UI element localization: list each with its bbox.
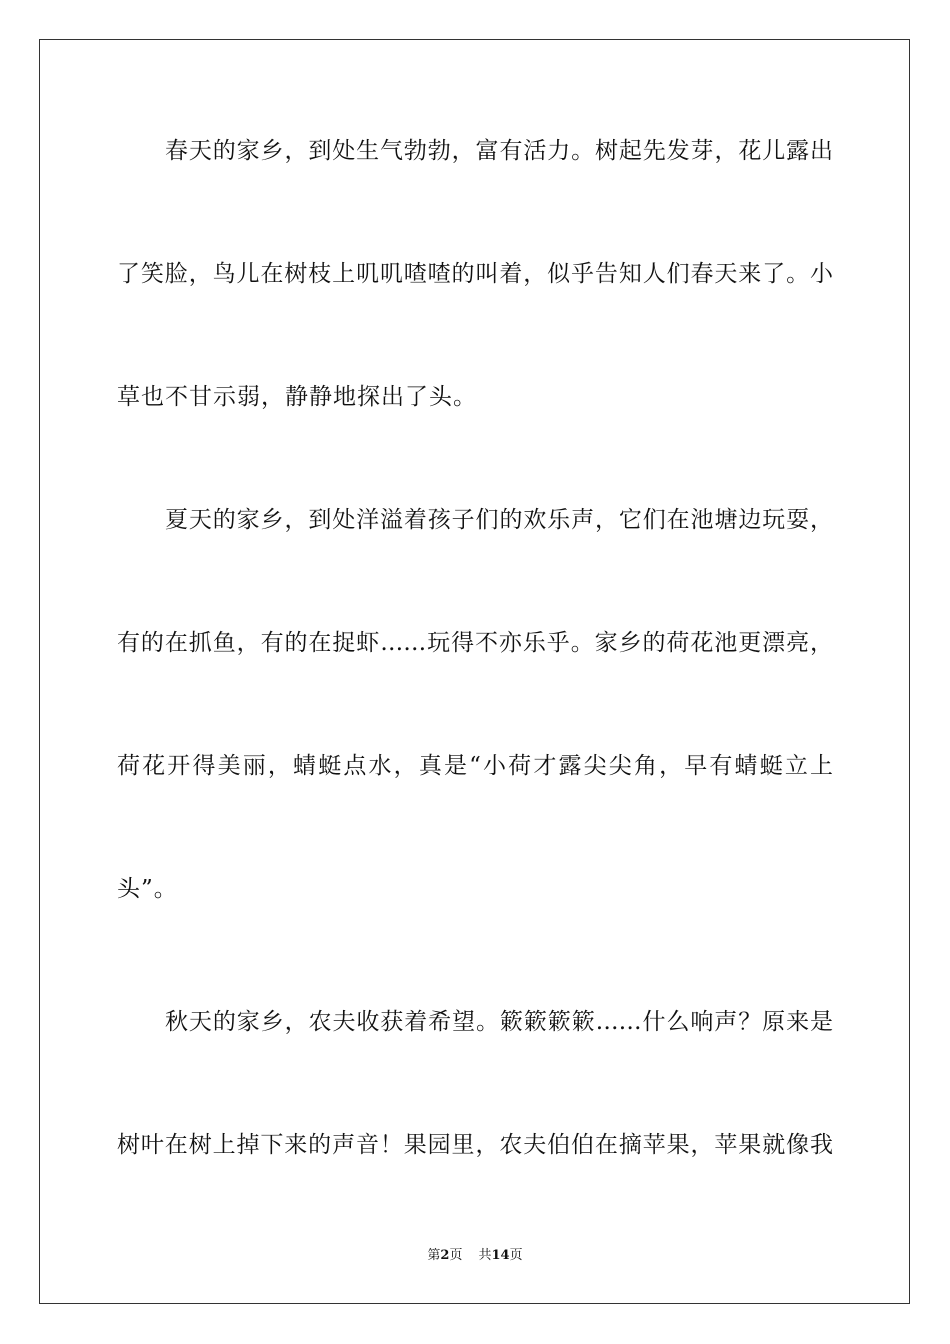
paragraph-summer-line-1: 夏天的家乡，到处洋溢着孩子们的欢乐声，它们在池塘边玩耍，: [165, 507, 833, 533]
page-prefix: 第: [427, 1248, 441, 1263]
paragraph-autumn-line-1: 秋天的家乡，农夫收获着希望。簌簌簌簌……什么响声？原来是: [165, 1009, 833, 1035]
paragraph-spring-line-2: 了笑脸，鸟儿在树枝上叽叽喳喳的叫着，似乎告知人们春天来了。小: [117, 261, 833, 287]
paragraph-summer-line-4: 头”。: [117, 876, 178, 902]
total-pages: 14: [491, 1248, 510, 1263]
page-footer: [0, 1247, 950, 1265]
paragraph-summer-line-3: 荷花开得美丽，蜻蜓点水，真是“小荷才露尖尖角，早有蜻蜓立上: [117, 753, 833, 779]
paragraph-autumn-line-2: 树叶在树上掉下来的声音！果园里，农夫伯伯在摘苹果，苹果就像我: [117, 1132, 833, 1158]
page-suffix: 页: [449, 1248, 463, 1263]
total-suffix: 页: [509, 1248, 523, 1263]
paragraph-spring-line-1: 春天的家乡，到处生气勃勃，富有活力。树起先发芽，花儿露出: [165, 138, 833, 164]
page-number: 2: [440, 1248, 450, 1263]
total-prefix: 共: [478, 1248, 492, 1263]
page-border: [39, 39, 910, 1304]
paragraph-summer-line-2: 有的在抓鱼，有的在捉虾……玩得不亦乐乎。家乡的荷花池更漂亮，: [117, 630, 833, 656]
paragraph-spring-line-3: 草也不甘示弱，静静地探出了头。: [117, 384, 477, 410]
